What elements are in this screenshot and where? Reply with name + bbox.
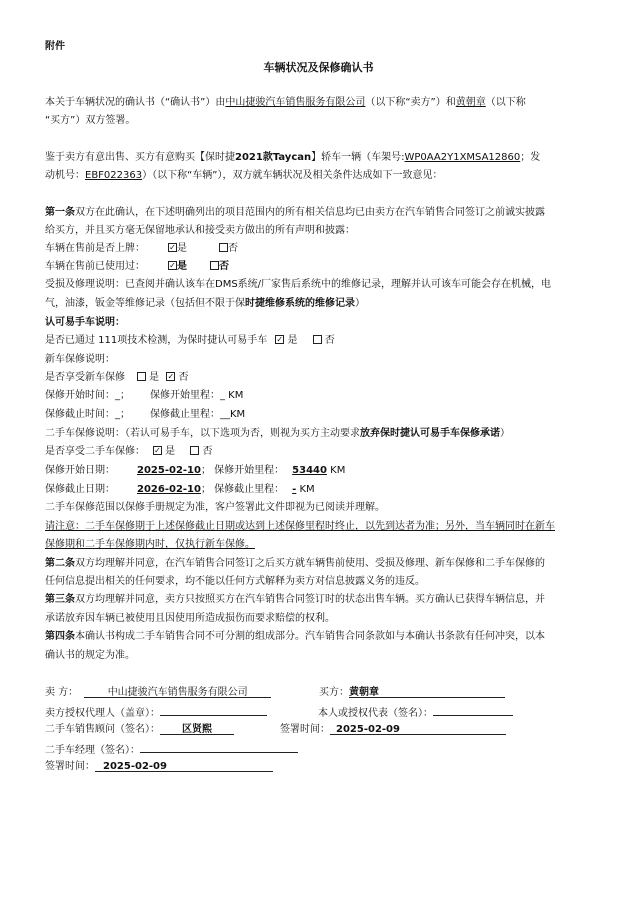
checkbox-icon: ✓ <box>154 445 161 455</box>
article-3-line-2: 承诺放弃因车辆已被使用且因使用所造成损伤而要求赔偿的权利。 <box>45 613 335 624</box>
article-4-line-1: 第四条本确认书构成二手车销售合同不可分割的组成部分。汽车销售合同条款如与本确认书条款有任何冲突，以本 <box>45 631 545 642</box>
article-1-line-2: 给买方，并且买方毫无保留地承认和接受卖方做出的所有声明和披露： <box>45 225 355 236</box>
checkbox-icon <box>219 243 228 252</box>
manager-row: 二手车经理（签名）： <box>45 741 298 758</box>
warranty-start-km: 53440 <box>292 465 327 476</box>
new-warranty-start: 保修开始时间：_； 保修开始里程：_ KM <box>45 390 244 401</box>
checkbox-icon: ✓ <box>169 260 176 270</box>
intro-line-1: 本关于车辆状况的确认书（“确认书”）由中山捷骏汽车销售服务有限公司（以下称“卖方”）和黄朝章（以下称 <box>45 97 526 108</box>
checkbox-icon: ✓ <box>167 371 175 381</box>
document-title: 车辆状况及保修确认书 <box>263 61 374 74</box>
warranty-end-date: 2026-02-10 <box>137 484 201 495</box>
used-row: 车辆在售前已使用过： ✓是 否 <box>45 260 229 272</box>
article-2-line-2: 任何信息提出相关的任何要求，均不能以任何方式解释为卖方对信息披露义务的违反。 <box>45 576 425 587</box>
vehicle-line-1: 鉴于卖方有意出售、买方有意购买【保时捷2021款Taycan】轿车一辆（车架号:WP0AA2Y1XMSA12860；发 <box>45 152 541 163</box>
warranty-end-km: - <box>292 484 297 495</box>
advisor-row: 二手车销售顾问（签名）： 区贤熙 签署时间： 2025-02-09 <box>45 723 234 737</box>
sign-time-row: 签署时间： 2025-02-09 <box>45 760 273 774</box>
buyer-name: 黄朝章 <box>455 97 486 108</box>
article-1-line-1: 第一条双方在此确认，在下述明确列出的项目范围内的所有相关信息均已由卖方在汽车销售合同签订之前诚实披露 <box>45 207 545 218</box>
seller-name: 中山捷骏汽车销售服务有限公司 <box>225 97 366 108</box>
new-car-warranty-row: 是否享受新车保修 是 ✓ 否 <box>45 371 189 383</box>
attachment-label: 附件 <box>45 41 65 52</box>
used-warranty-end: 保修截止日期： 2026-02-10； 保修截止里程： - KM <box>45 484 315 495</box>
seller-signature-field: 中山捷骏汽车销售服务有限公司 <box>84 686 271 698</box>
checkbox-icon <box>313 335 322 344</box>
notice-line-2: 保修期和二手车保修期内时，仅执行新车保修。 <box>45 539 255 550</box>
vehicle-line-2: 动机号：EBF022363）（以下称“车辆”），双方就车辆状况及相关条件达成如下一致意见： <box>45 170 443 181</box>
engine-number-field: EBF022363 <box>85 170 143 181</box>
checkbox-icon <box>137 372 146 381</box>
warranty-scope-line: 二手车保修范围以保修手册规定为准，客户签署此文件即视为已阅读并理解。 <box>45 502 385 513</box>
new-car-warranty-heading: 新车保修说明： <box>45 354 115 365</box>
article-3-line-1: 第三条双方均理解并同意，卖方只按照买方在汽车销售合同签订时的状态出售车辆。买方确认已获得车辆信息，并 <box>45 594 545 605</box>
article-4-line-2: 确认书的规定为准。 <box>45 650 135 661</box>
used-warranty-start: 保修开始日期： 2025-02-10； 保修开始里程： 53440 KM <box>45 465 346 476</box>
notice-line-1: 请注意：二手车保修期于上述保修截止日期或达到上述保修里程时终止，以先到达者为准；另外，当车辆同时在新车 <box>45 521 555 532</box>
listed-row: 车辆在售前是否上牌： ✓是 否 <box>45 242 238 254</box>
checkbox-icon <box>210 261 219 270</box>
sign-date-field-2: 2025-02-09 <box>95 760 273 772</box>
buyer-signature-field: 黄朝章 <box>349 686 505 698</box>
warranty-start-date: 2025-02-10 <box>137 465 201 476</box>
seller-signature-row: 卖 方： 中山捷骏汽车销售服务有限公司 买方：黄朝章 <box>45 686 271 700</box>
seller-agent-field <box>160 704 267 716</box>
certified-row: 是否已通过 111项技术检测，为保时捷认可易手车 ✓ 是 否 <box>45 334 335 346</box>
manager-signature-field <box>140 741 298 753</box>
sign-date-field: 2025-02-09 <box>330 723 506 735</box>
intro-line-2: “买方”）双方签署。 <box>45 115 136 126</box>
damage-line-1: 受损及修理说明：已查阅并确认该车在DMS系统/厂家售后系统中的维修记录，理解并认可该车可能会存在机械，电 <box>45 279 552 290</box>
vin-field: WP0AA2Y1XMSA12860 <box>404 152 521 163</box>
authorized-rep-row: 卖方授权代理人（盖章）： 本人或授权代表（签名）： <box>45 704 267 721</box>
buyer-agent-field <box>433 704 513 716</box>
certified-heading: 认可易手车说明： <box>45 317 125 328</box>
damage-line-2: 气，油漆，钣金等维修记录（包括但不限于保时捷维修系统的维修记录） <box>45 298 365 309</box>
used-warranty-row: 是否享受二手车保修： ✓ 是 否 <box>45 445 213 457</box>
used-warranty-heading: 二手车保修说明：（若认可易手车，以下选项为否，则视为买方主动要求放弃保时捷认可易手车保修承诺） <box>45 428 510 439</box>
new-warranty-end: 保修截止时间：_； 保修截止里程：__KM <box>45 409 246 420</box>
article-2-line-1: 第二条双方均理解并同意，在汽车销售合同签订之后买方就车辆售前使用、受损及修理、新车保修和二手车保修的 <box>45 558 545 569</box>
checkbox-icon: ✓ <box>276 334 284 344</box>
checkbox-icon: ✓ <box>169 242 176 252</box>
checkbox-icon <box>190 446 199 455</box>
advisor-signature-field: 区贤熙 <box>160 723 234 735</box>
